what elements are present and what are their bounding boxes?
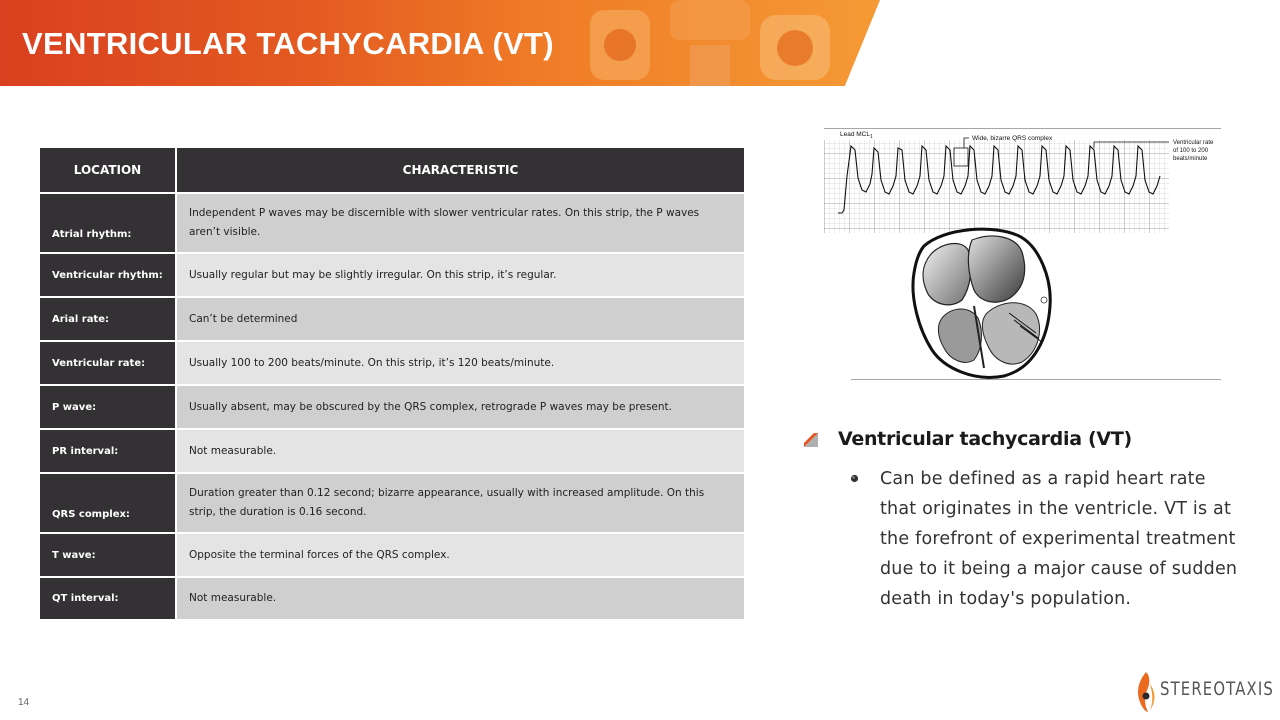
- table-row: [40, 193, 744, 253]
- header-location: LOCATION: [40, 148, 176, 193]
- row-location: P wave:: [40, 385, 176, 429]
- heart-illustration: [913, 229, 1050, 377]
- row-location: Arial rate:: [40, 297, 176, 341]
- table-row: [40, 253, 744, 297]
- rate-callout-line-1: Ventricular rate: [1173, 140, 1214, 146]
- table-row: [40, 473, 744, 533]
- bullet-vt-text: Ventricular tachycardia (VT): [838, 428, 1132, 450]
- row-location: QT interval:: [40, 577, 176, 619]
- row-characteristic: Usually 100 to 200 beats/minute. On this strip, it’s 120 beats/minute.: [176, 341, 744, 385]
- table-row: [40, 429, 744, 473]
- round-bullet-icon: [850, 474, 859, 483]
- stereotaxis-flame-icon: [1134, 670, 1158, 714]
- row-location: PR interval:: [40, 429, 176, 473]
- slide-title: VENTRICULAR TACHYCARDIA (VT): [22, 26, 554, 61]
- stereotaxis-wordmark: STEREOTAXIS: [1160, 678, 1275, 700]
- row-characteristic: Usually regular but may be slightly irregular. On this strip, it’s regular.: [176, 253, 744, 297]
- row-characteristic: Can’t be determined: [176, 297, 744, 341]
- row-characteristic: Not measurable.: [176, 429, 744, 473]
- table-row: [40, 533, 744, 577]
- row-location: Ventricular rate:: [40, 341, 176, 385]
- row-location: T wave:: [40, 533, 176, 577]
- banner-background-art: [560, 0, 880, 86]
- row-characteristic: Independent P waves may be discernible with slower ventricular rates. On this strip, the P waves aren’t visible.: [176, 193, 744, 253]
- row-characteristic: Opposite the terminal forces of the QRS complex.: [176, 533, 744, 577]
- sub-bullet-text: Can be defined as a rapid heart rate that originates in the ventricle. VT is at the forefront of experimental treatment due to it being a major cause of sudden death in today's population.: [880, 469, 1238, 609]
- ecg-heart-illustration: [824, 128, 1221, 380]
- table-header-row: [40, 148, 744, 193]
- table-row: [40, 577, 744, 619]
- row-characteristic: Duration greater than 0.12 second; bizarre appearance, usually with increased amplitude. On this strip, the duration is 0.16 second.: [176, 473, 744, 533]
- orange-arrow-bullet-icon: [804, 433, 818, 447]
- rate-callout-line-2: of 100 to 200: [1173, 148, 1209, 154]
- ecg-heart-figure: [824, 128, 1221, 380]
- table-row: [40, 297, 744, 341]
- row-characteristic: Usually absent, may be obscured by the QRS complex, retrograde P waves may be present.: [176, 385, 744, 429]
- row-location: Atrial rhythm:: [40, 193, 176, 253]
- header-characteristic: CHARACTERISTIC: [176, 148, 744, 193]
- stereotaxis-logo: [1134, 668, 1275, 714]
- page-number: 14: [18, 697, 30, 708]
- ecg-grid: [824, 140, 1169, 233]
- row-location: Ventricular rhythm:: [40, 253, 176, 297]
- qrs-callout: Wide, bizarre QRS complex: [972, 135, 1053, 142]
- rate-callout-line-3: beats/minute: [1173, 156, 1208, 162]
- vt-characteristics-table: [40, 148, 744, 619]
- table-row: [40, 341, 744, 385]
- row-location: QRS complex:: [40, 473, 176, 533]
- row-characteristic: Not measurable.: [176, 577, 744, 619]
- table-row: [40, 385, 744, 429]
- lead-label: Lead $MCL_1$: [840, 131, 873, 140]
